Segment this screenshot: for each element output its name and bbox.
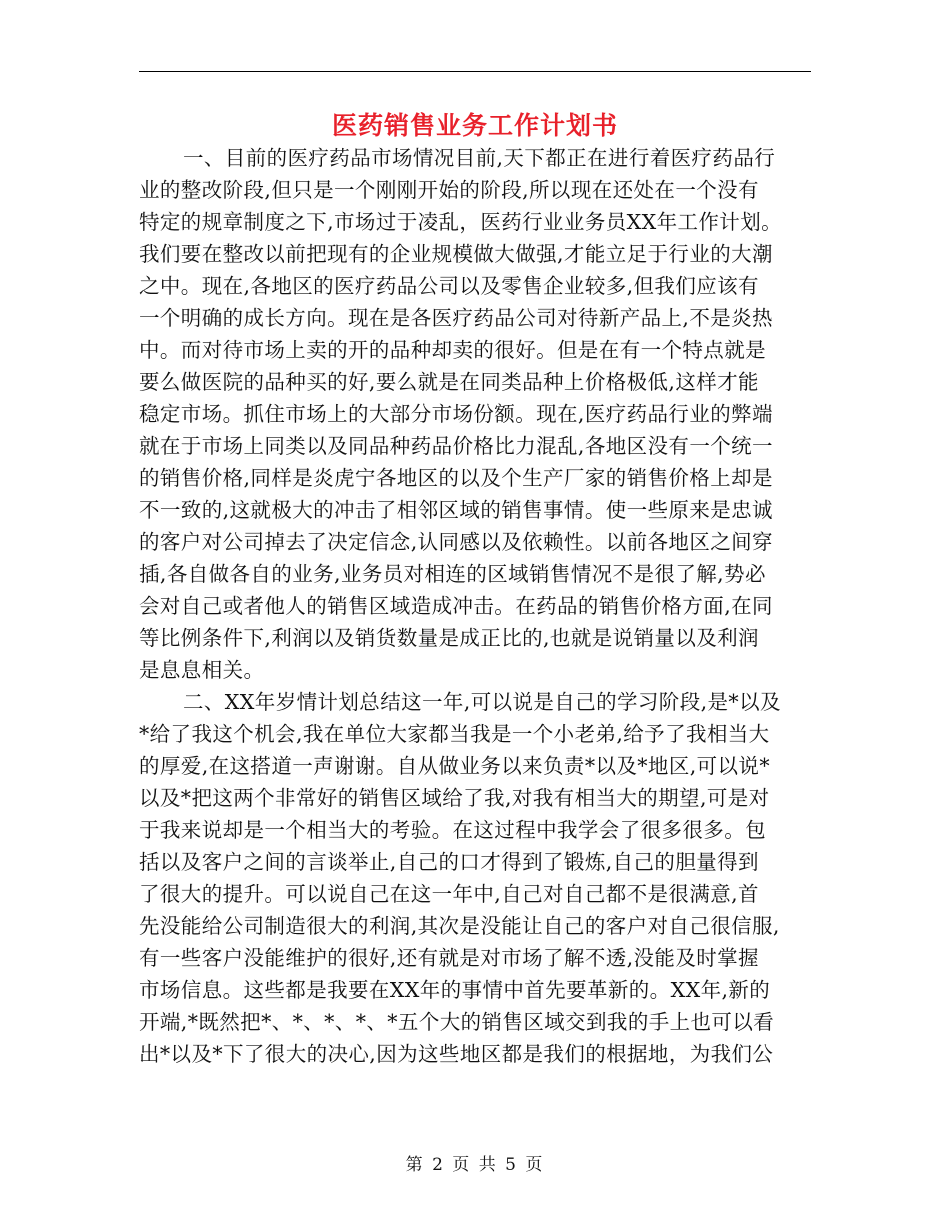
text-line: 了很大的提升。可以说自己在这一年中,自己对自己都不是很满意,首: [139, 882, 759, 906]
text-line: 我们要在整改以前把现有的企业规模做大做强,才能立足于行业的大潮: [139, 242, 773, 266]
text-line: 中。而对待市场上卖的开的品种却卖的很好。但是在有一个特点就是: [139, 338, 766, 362]
paragraph-first-line: 二、XX年岁情计划总结这一年,可以说是自己的学习阶段,是*以及: [183, 690, 781, 714]
text-line: 的销售价格,同样是炎虎宁各地区的以及个生产厂家的销售价格上却是: [139, 466, 773, 490]
paragraph-first-line: 一、目前的医疗药品市场情况目前,天下都正在进行着医疗药品行: [183, 146, 776, 170]
text-line: 以及*把这两个非常好的销售区域给了我,对我有相当大的期望,可是对: [139, 786, 770, 810]
text-line: 稳定市场。抓住市场上的大部分市场份额。现在,医疗药品行业的弊端: [139, 402, 773, 426]
text-line: 会对自己或者他人的销售区域造成冲击。在药品的销售价格方面,在同: [139, 594, 773, 618]
page-number-footer: 第 2 页 共 5 页: [405, 1155, 545, 1175]
text-line: 于我来说却是一个相当大的考验。在这过程中我学会了很多很多。包: [139, 818, 766, 842]
header-rule: [139, 71, 811, 72]
text-line: *给了我这个机会,我在单位大家都当我是一个小老弟,给予了我相当大: [139, 722, 770, 746]
text-line: 特定的规章制度之下,市场过于凌乱，医药行业业务员XX年工作计划。: [139, 210, 783, 234]
text-line: 有一些客户没能维护的很好,还有就是对市场了解不透,没能及时掌握: [139, 946, 759, 970]
text-line: 一个明确的成长方向。现在是各医疗药品公司对待新产品上,不是炎热: [139, 306, 773, 330]
text-line: 是息息相关。: [139, 658, 265, 682]
text-line: 的厚爱,在这搭道一声谢谢。自从做业务以来负责*以及*地区,可以说*: [139, 754, 770, 778]
text-line: 就在于市场上同类以及同品种药品价格比力混乱,各地区没有一个统一: [139, 434, 773, 458]
text-line: 不一致的,这就极大的冲击了相邻区域的销售事情。使一些原来是忠诚: [139, 498, 773, 522]
text-line: 括以及客户之间的言谈举止,自己的口才得到了锻炼,自己的胆量得到: [139, 850, 759, 874]
document-title: 医药销售业务工作计划书: [331, 111, 618, 140]
text-line: 之中。现在,各地区的医疗药品公司以及零售企业较多,但我们应该有: [139, 274, 759, 298]
text-line: 市场信息。这些都是我要在XX年的事情中首先要革新的。XX年,新的: [139, 978, 771, 1002]
text-line: 出*以及*下了很大的决心,因为这些地区都是我们的根据地，为我们公: [139, 1042, 774, 1066]
text-line: 等比例条件下,利润以及销货数量是成正比的,也就是说销量以及利润: [139, 626, 759, 650]
text-line: 要么做医院的品种买的好,要么就是在同类品种上价格极低,这样才能: [139, 370, 759, 394]
document-body: [139, 142, 811, 1070]
text-line: 开端,*既然把*、*、*、*、*五个大的销售区域交到我的手上也可以看: [139, 1010, 775, 1034]
text-line: 的客户对公司掉去了决定信念,认同感以及依赖性。以前各地区之间穿: [139, 530, 773, 554]
text-line: 业的整改阶段,但只是一个刚刚开始的阶段,所以现在还处在一个没有: [139, 178, 759, 202]
text-line: 先没能给公司制造很大的利润,其次是没能让自己的客户对自己很信服,: [139, 914, 780, 938]
text-line: 插,各自做各自的业务,业务员对相连的区域销售情况不是很了解,势必: [139, 562, 766, 586]
